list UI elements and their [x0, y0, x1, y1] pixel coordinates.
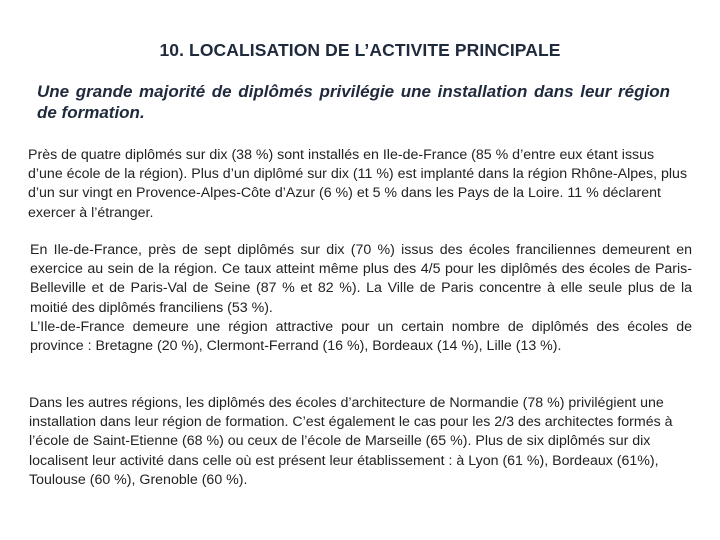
paragraph-ile-de-france-attractiveness: L’Ile-de-France demeure une région attractive pour un certain nombre de diplômés des écoles de province : Bretagne (20 %), Clermont-Ferrand (16 %), Bordeaux (14 %), Lille (13 %). [30, 318, 692, 355]
paragraph-ile-de-france [30, 241, 692, 356]
section-subtitle: Une grande majorité de diplômés privilégie une installation dans leur région de formation. [37, 82, 670, 122]
paragraph-other-regions: Dans les autres régions, les diplômés des écoles d’architecture de Normandie (78 %) privilégient une installation dans leur région de formation. C’est également le cas pour les 2/3 des architectes formés à l’école de Saint-Etienne (68 %) ou ceux de l’école de Marseille (65 %). Plus de six diplômés sur dix localisent leur activité dans celle où est présent leur établissement : à Lyon (61 %), Bordeaux (61%), Toulouse (60 %), Grenoble (60 %). [29, 395, 673, 488]
paragraph-national-distribution: Près de quatre diplômés sur dix (38 %) sont installés en Ile-de-France (85 % d’entre eux étant issus d’une école de la région). Plus d’un diplômé sur dix (11 %) est implanté dans la région Rhône-Alpes, plus d’un sur vingt en Provence-Alpes-Côte d’Azur (6 %) et 5 % dans les Pays de la Loire. 11 % déclarent exercer à l’étranger. [28, 147, 688, 221]
paragraph-ile-de-france-retention: En Ile-de-France, près de sept diplômés sur dix (70 %) issus des écoles franciliennes demeurent en exercice au sein de la région. Ce taux atteint même plus des 4/5 pour les diplômés des écoles de Paris-Belleville et de Paris-Val de Seine (87 % et 82 %). La Ville de Paris concentre à elle seule plus de la moitié des diplômés franciliens (53 %). [30, 242, 692, 316]
section-title: 10. LOCALISATION DE L’ACTIVITE PRINCIPALE [159, 40, 561, 60]
